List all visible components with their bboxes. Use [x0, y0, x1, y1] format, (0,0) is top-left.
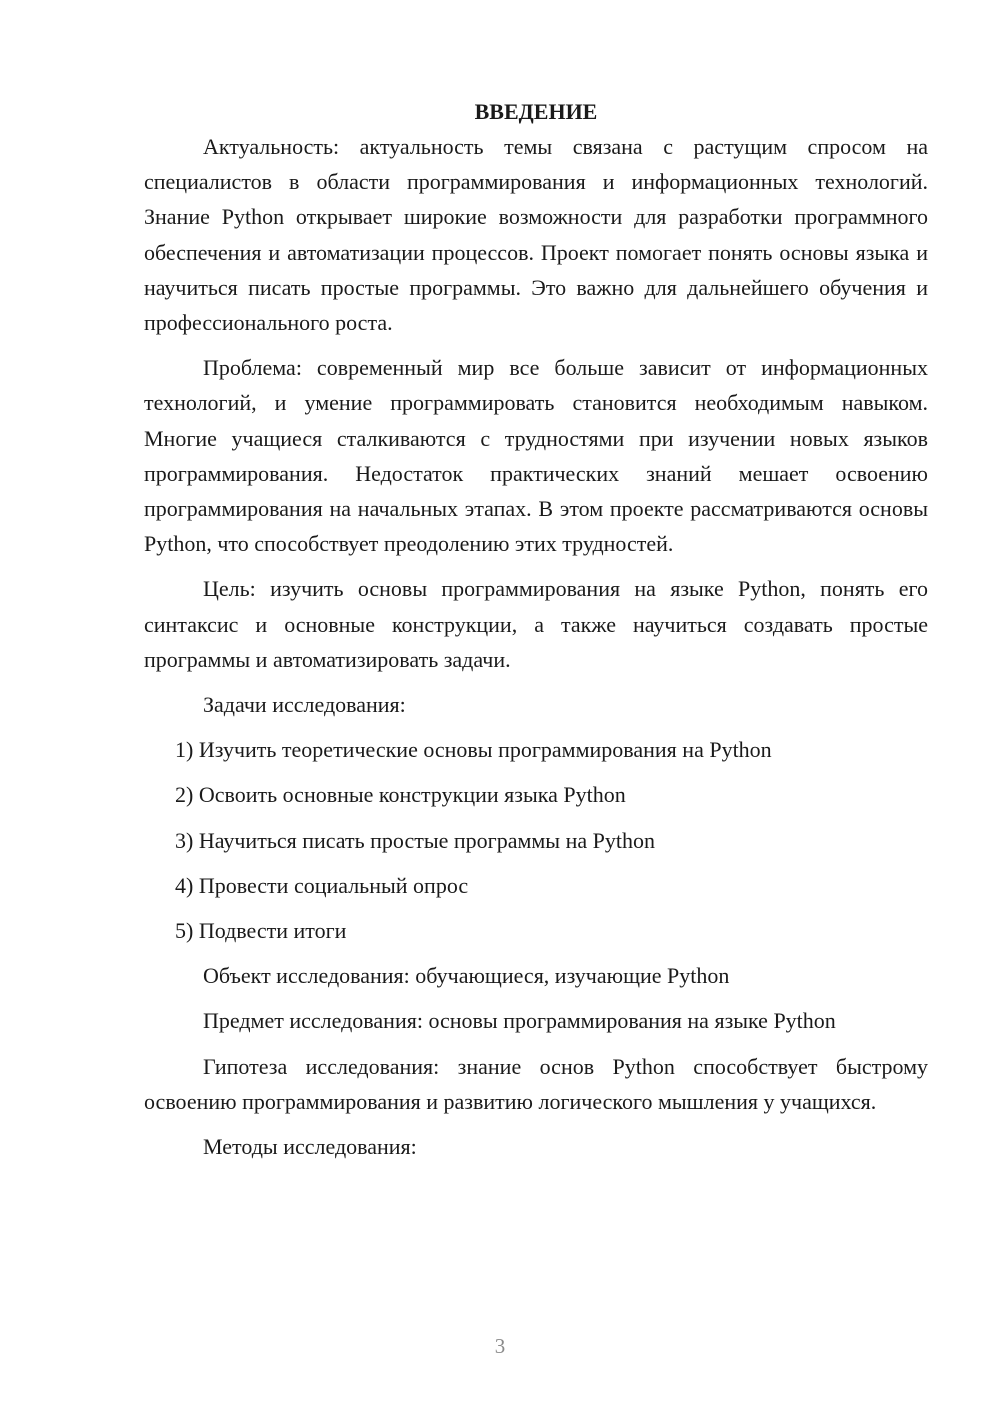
hypothesis-paragraph: Гипотеза исследования: знание основ Python способствует быстрому освоению программирования и развитию логического мышления у учащихся. [144, 1053, 928, 1114]
task-item-5: 5) Подвести итоги [175, 918, 347, 944]
tasks-heading: Задачи исследования: [203, 692, 406, 718]
task-item-1: 1) Изучить теоретические основы программирования на Python [175, 737, 772, 763]
document-page [144, 94, 928, 1174]
object-paragraph: Объект исследования: обучающиеся, изучающие Python [203, 963, 730, 989]
methods-heading: Методы исследования: [203, 1134, 417, 1160]
goal-paragraph: Цель: изучить основы программирования на языке Python, понять его синтаксис и основные конструкции, а также научиться создавать простые программы и автоматизировать задачи. [144, 576, 928, 672]
page-title: ВВЕДЕНИЕ [474, 99, 598, 124]
task-item-4: 4) Провести социальный опрос [175, 872, 469, 898]
page-number: 3 [494, 1334, 506, 1358]
relevance-paragraph: Актуальность: актуальность темы связана с растущим спросом на специалистов в области программирования и информационных технологий. Знание Python открывает широкие возможности для разработки программного обеспечения и автоматизации процессов. Проект помогает понять основы языка и научиться писать простые программы. Это важно для дальнейшего обучения и профессионального роста. [144, 134, 928, 336]
problem-paragraph: Проблема: современный мир все больше зависит от информационных технологий, и умение программировать становится необходимым навыком. Многие учащиеся сталкиваются с трудностями при изучении новых языков программирования. Недостаток практических знаний мешает освоению программирования на начальных этапах. В этом проекте рассматриваются основы Python, что способствует преодолению этих трудностей. [144, 355, 928, 557]
task-item-2: 2) Освоить основные конструкции языка Python [175, 782, 626, 808]
subject-paragraph: Предмет исследования: основы программирования на языке Python [203, 1008, 836, 1034]
task-item-3: 3) Научиться писать простые программы на Python [175, 827, 655, 853]
